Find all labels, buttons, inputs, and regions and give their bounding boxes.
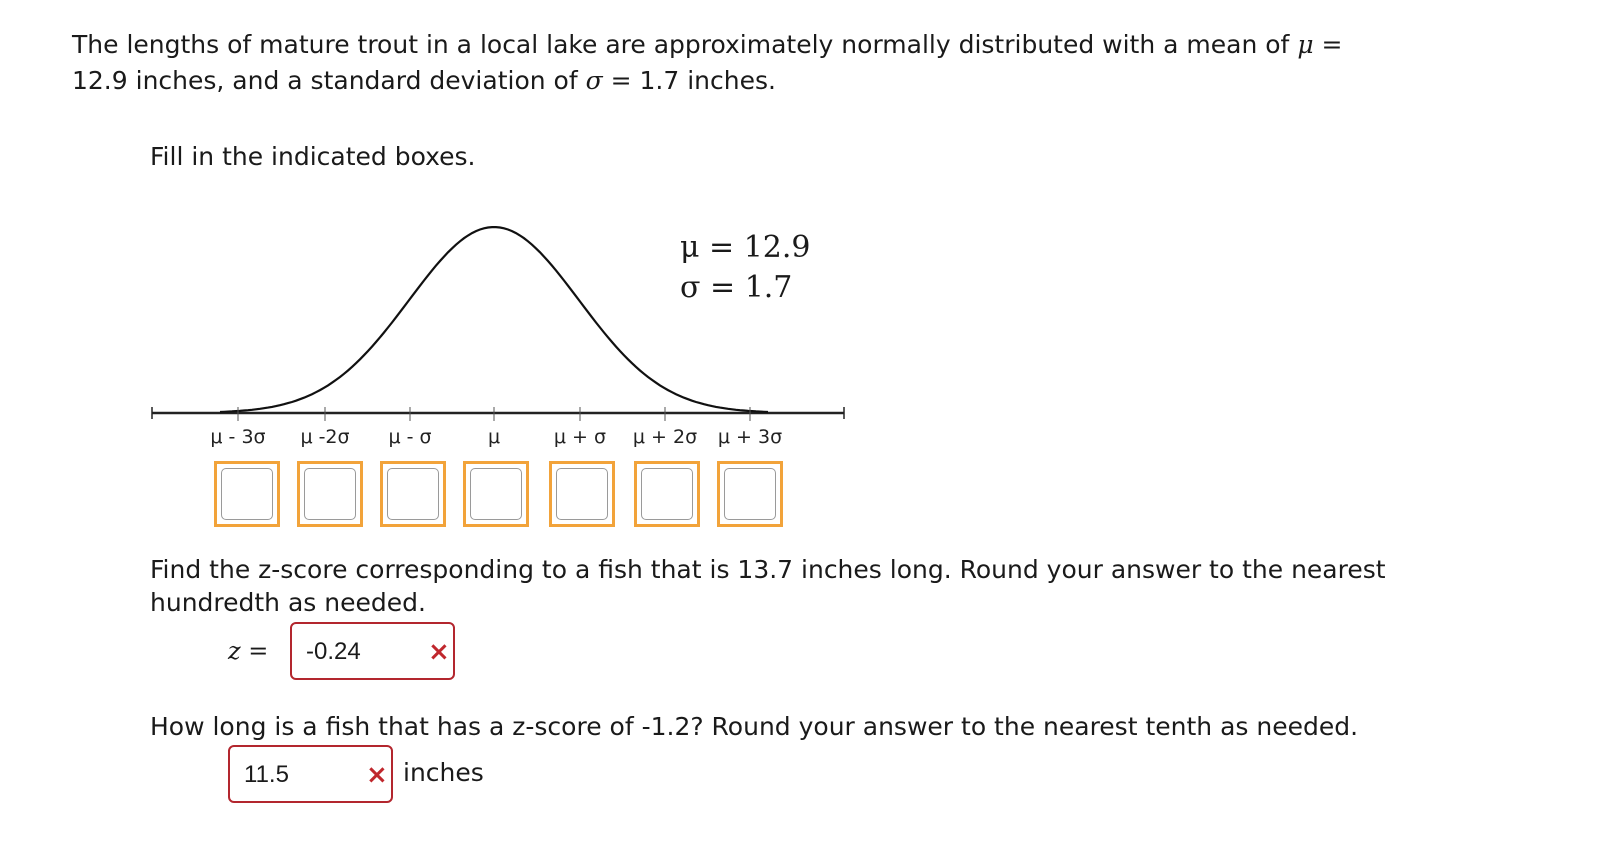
answer-input-3[interactable] — [387, 468, 439, 520]
problem-sentence-end: inches. — [687, 66, 776, 95]
tick-label-mu-minus-3sigma: μ - 3σ — [210, 426, 266, 448]
answer-box-mu-minus-2sigma[interactable] — [297, 461, 363, 527]
problem-sentence-mid: inches, and a standard deviation of — [135, 66, 578, 95]
unit-label: inches — [403, 758, 484, 787]
question2-prompt: How long is a fish that has a z-score of -1.2? Round your answer to the nearest tenth as needed. — [150, 712, 1359, 741]
answer-box-mu-minus-sigma[interactable] — [380, 461, 446, 527]
answer-input-6[interactable] — [641, 468, 693, 520]
z-label-text: z = — [228, 637, 269, 665]
sd-value: 1.7 — [639, 66, 680, 95]
fish-length-input[interactable] — [228, 745, 393, 803]
fish-length-value: 11.5 — [244, 761, 289, 788]
answer-box-mu-plus-3sigma[interactable] — [717, 461, 783, 527]
sigma-symbol: σ = — [585, 66, 632, 95]
graph-sigma-label: σ = 1.7 — [680, 270, 793, 305]
tick-label-mu-plus-2sigma: μ + 2σ — [632, 426, 698, 448]
mean-value: 12.9 — [72, 66, 128, 95]
mu-symbol: μ = — [1297, 30, 1343, 59]
answer-box-mu-plus-2sigma[interactable] — [634, 461, 700, 527]
tick-label-mu-plus-3sigma: μ + 3σ — [717, 426, 783, 448]
answer-box-mu-minus-3sigma[interactable] — [214, 461, 280, 527]
answer-input-1[interactable] — [221, 468, 273, 520]
problem-text-line1 — [72, 27, 1342, 63]
answer-box-mu[interactable] — [463, 461, 529, 527]
incorrect-icon: × — [366, 760, 388, 790]
instructions: Fill in the indicated boxes. — [150, 142, 476, 171]
normal-curve-graph — [150, 215, 850, 455]
answer-box-mu-plus-sigma[interactable] — [549, 461, 615, 527]
incorrect-icon: × — [428, 637, 450, 667]
tick-label-mu: μ — [487, 426, 501, 448]
tick-label-mu-minus-2sigma: μ -2σ — [300, 426, 350, 448]
z-score-value: -0.24 — [306, 638, 361, 665]
answer-input-4[interactable] — [470, 468, 522, 520]
z-label — [228, 633, 268, 669]
question1-prompt-line1: Find the z-score corresponding to a fish that is 13.7 inches long. Round your answer to the nearest — [150, 555, 1386, 584]
answer-input-2[interactable] — [304, 468, 356, 520]
question1-prompt-line2: hundredth as needed. — [150, 588, 426, 617]
graph-mu-label: μ = 12.9 — [680, 230, 811, 265]
problem-text-line2 — [72, 63, 776, 99]
problem-sentence-start: The lengths of mature trout in a local lake are approximately normally distributed with a mean of — [72, 30, 1290, 59]
answer-input-5[interactable] — [556, 468, 608, 520]
tick-label-mu-plus-sigma: μ + σ — [553, 426, 607, 448]
tick-label-mu-minus-sigma: μ - σ — [388, 426, 432, 448]
answer-input-7[interactable] — [724, 468, 776, 520]
z-score-input[interactable] — [290, 622, 455, 680]
